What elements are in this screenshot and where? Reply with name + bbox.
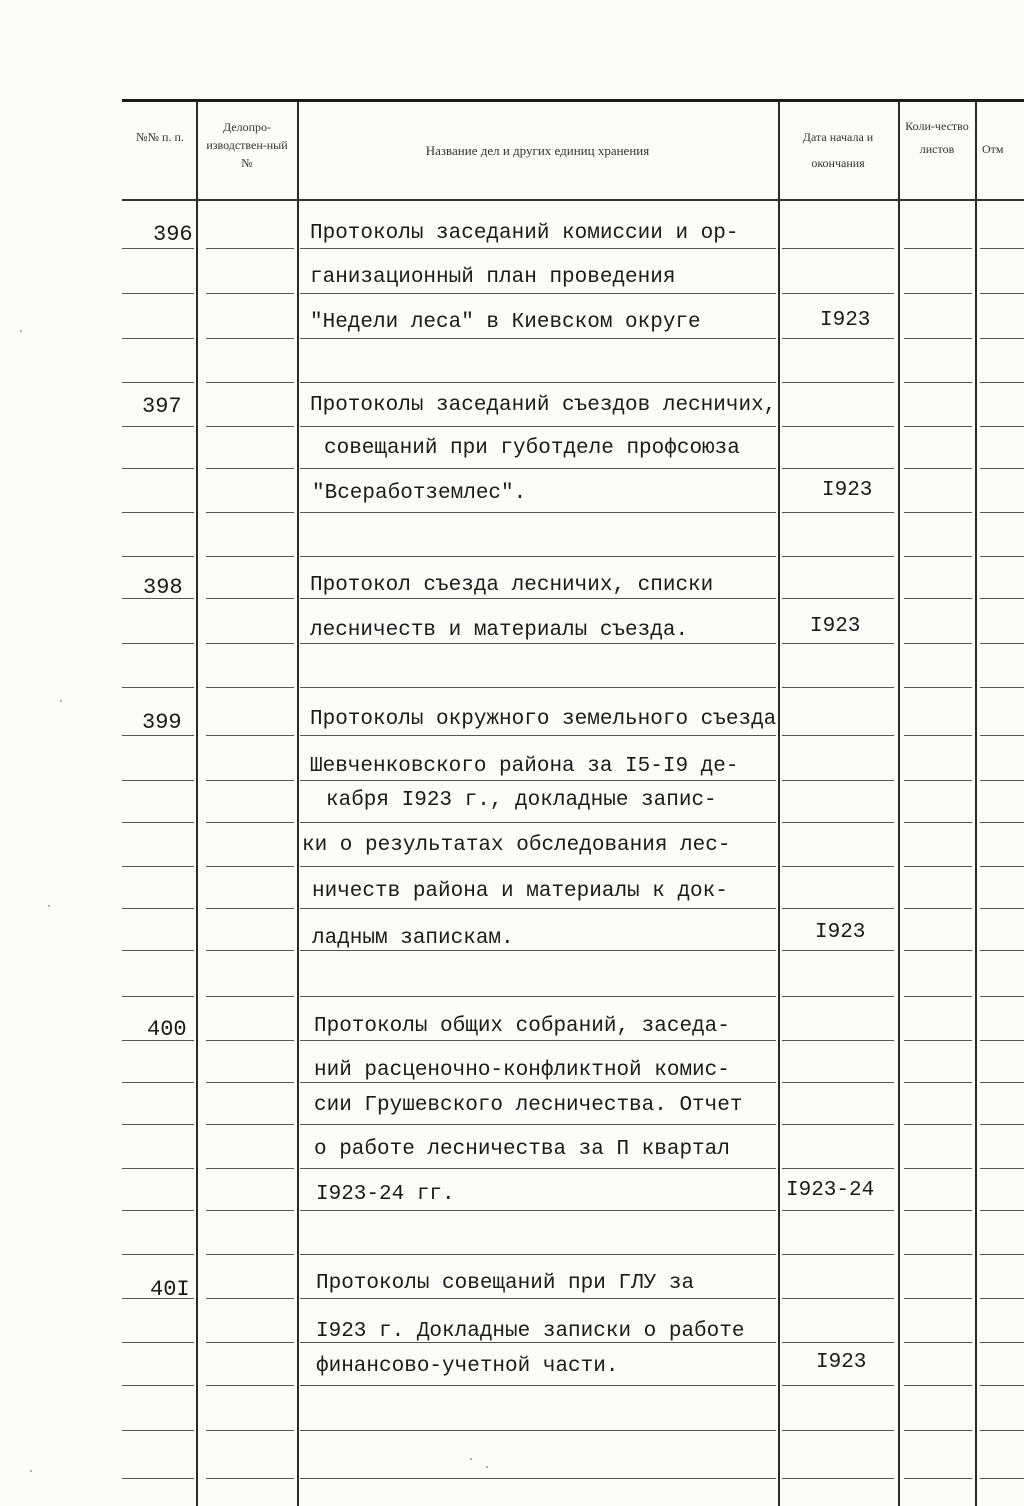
header-title: Название дел и других единиц хранения [425, 143, 650, 158]
ruled-line [980, 780, 1024, 781]
ruled-line [904, 643, 972, 644]
ruled-line [782, 866, 894, 867]
ruled-line [904, 1478, 972, 1479]
ruled-line [122, 1082, 194, 1083]
ruled-line [782, 1430, 894, 1431]
ruled-line [122, 248, 194, 249]
ruled-line [206, 1478, 294, 1479]
record-title-line: Шевченковского района за I5-I9 де- [310, 755, 739, 778]
ruled-line [980, 996, 1024, 997]
ruled-line [904, 1385, 972, 1386]
column-divider [196, 101, 198, 1506]
ruled-line [122, 866, 194, 867]
header-office-number: Делопро-изводствен-ный № [206, 120, 288, 170]
record-date: I923 [815, 921, 866, 944]
ruled-line [782, 1168, 894, 1169]
scan-speck [30, 1470, 32, 1472]
ruled-line [300, 1168, 776, 1169]
ruled-line [300, 643, 776, 644]
ruled-line [782, 248, 894, 249]
ruled-line [122, 1430, 194, 1431]
ruled-line [782, 556, 894, 557]
ruled-line [300, 248, 776, 249]
ruled-line [122, 512, 194, 513]
ruled-line [206, 780, 294, 781]
ruled-line [782, 598, 894, 599]
ruled-line [904, 908, 972, 909]
record-title-line: ки о результатах обследования лес- [302, 834, 731, 857]
ruled-line [904, 1298, 972, 1299]
ruled-line [206, 1342, 294, 1343]
ruled-line [300, 687, 776, 688]
ruled-line [904, 382, 972, 383]
record-title-line: сии Грушевского лесничества. Отчет [314, 1094, 743, 1117]
ruled-line [980, 1254, 1024, 1255]
record-title-line: ний расценочно-конфликтной комис- [314, 1059, 730, 1082]
ruled-line [904, 687, 972, 688]
ruled-line [980, 1168, 1024, 1169]
ruled-line [206, 1040, 294, 1041]
record-title-line: совещаний при губотделе профсоюза [324, 437, 740, 460]
ruled-line [206, 1430, 294, 1431]
ruled-line [206, 248, 294, 249]
ruled-line [782, 468, 894, 469]
ruled-line [300, 338, 776, 339]
ruled-line [300, 866, 776, 867]
ruled-line [904, 426, 972, 427]
ruled-line [782, 1124, 894, 1125]
record-title-line: "Недели леса" в Киевском округе [310, 311, 701, 334]
ruled-line [206, 556, 294, 557]
ruled-line [782, 687, 894, 688]
record-number: 398 [143, 575, 183, 600]
ruled-line [122, 1168, 194, 1169]
record-title-line: о работе лесничества за П квартал [314, 1138, 730, 1161]
ruled-line [206, 822, 294, 823]
scan-speck [20, 330, 22, 332]
ruled-line [206, 512, 294, 513]
ruled-line [300, 996, 776, 997]
ruled-line [206, 908, 294, 909]
ruled-line [206, 866, 294, 867]
ruled-line [980, 248, 1024, 249]
ruled-line [904, 866, 972, 867]
ruled-line [300, 1385, 776, 1386]
record-title-line: ладным запискам. [312, 927, 514, 950]
ruled-line [782, 338, 894, 339]
ruled-line [206, 382, 294, 383]
ruled-line [980, 468, 1024, 469]
ruled-line [206, 426, 294, 427]
ruled-line [904, 598, 972, 599]
record-date: I923 [816, 1351, 867, 1374]
ruled-line [206, 1082, 294, 1083]
ruled-line [300, 1040, 776, 1041]
record-number: 400 [147, 1017, 187, 1042]
record-title-line: Протоколы совещаний при ГЛУ за [316, 1272, 695, 1295]
ruled-line [782, 1342, 894, 1343]
ruled-line [206, 996, 294, 997]
ruled-line [980, 293, 1024, 294]
record-date: I923 [820, 309, 871, 332]
header-bottom-border [122, 199, 1024, 201]
record-title-line: "Всеработземлес". [312, 482, 527, 505]
ruled-line [980, 866, 1024, 867]
ruled-line [122, 1254, 194, 1255]
record-number: 396 [153, 222, 193, 247]
ruled-line [122, 1124, 194, 1125]
ruled-line [980, 1430, 1024, 1431]
ruled-line [904, 735, 972, 736]
ruled-line [300, 468, 776, 469]
ruled-line [300, 382, 776, 383]
ruled-line [980, 426, 1024, 427]
record-number: 40I [150, 1277, 190, 1302]
ruled-line [904, 1124, 972, 1125]
ruled-line [782, 293, 894, 294]
ruled-line [206, 1124, 294, 1125]
ruled-line [980, 556, 1024, 557]
ruled-line [122, 382, 194, 383]
table-top-border [122, 99, 1024, 102]
ruled-line [782, 1478, 894, 1479]
ruled-line [122, 950, 194, 951]
ruled-line [782, 382, 894, 383]
ruled-line [782, 1385, 894, 1386]
ruled-line [980, 1342, 1024, 1343]
ruled-line [206, 598, 294, 599]
ruled-line [904, 1040, 972, 1041]
ruled-line [300, 598, 776, 599]
ruled-line [904, 556, 972, 557]
column-divider [898, 101, 900, 1506]
ruled-line [122, 1385, 194, 1386]
ruled-line [300, 908, 776, 909]
ruled-line [980, 338, 1024, 339]
ruled-line [980, 687, 1024, 688]
ruled-line [206, 1210, 294, 1211]
record-title-line: лесничеств и материалы съезда. [310, 619, 689, 642]
ruled-line [300, 1082, 776, 1083]
ruled-line [980, 512, 1024, 513]
ruled-line [122, 996, 194, 997]
ruled-line [300, 1210, 776, 1211]
ruled-line [980, 382, 1024, 383]
ruled-line [904, 248, 972, 249]
record-date: I923-24 [786, 1179, 875, 1202]
ruled-line [904, 1210, 972, 1211]
ruled-line [980, 1124, 1024, 1125]
ruled-line [980, 1082, 1024, 1083]
ruled-line [300, 293, 776, 294]
ruled-line [122, 556, 194, 557]
ruled-line [904, 338, 972, 339]
ruled-line [782, 908, 894, 909]
ruled-line [980, 950, 1024, 951]
ruled-line [980, 1040, 1024, 1041]
ruled-line [122, 822, 194, 823]
ruled-line [782, 996, 894, 997]
record-title-line: Протокол съезда лесничих, списки [310, 574, 714, 597]
scan-speck [48, 905, 50, 907]
ruled-line [904, 1342, 972, 1343]
ruled-line [782, 643, 894, 644]
record-number: 399 [142, 710, 182, 735]
ruled-line [782, 512, 894, 513]
header-dates: Дата начала и окончания [802, 130, 874, 171]
ruled-line [980, 822, 1024, 823]
ruled-line [206, 1298, 294, 1299]
ruled-line [206, 468, 294, 469]
record-title-line: Протоколы окружного земельного съезда [310, 708, 777, 731]
ruled-line [122, 735, 194, 736]
ruled-line [122, 426, 194, 427]
ruled-line [206, 338, 294, 339]
record-title-line: Протоколы заседаний съездов лесничих, [310, 394, 777, 417]
ruled-line [904, 468, 972, 469]
record-title-line: ганизационный план проведения [310, 266, 676, 289]
ruled-line [122, 1478, 194, 1479]
ruled-line [122, 468, 194, 469]
ruled-line [300, 1298, 776, 1299]
ruled-line [300, 780, 776, 781]
ruled-line [782, 1082, 894, 1083]
ruled-line [980, 643, 1024, 644]
record-date: I923 [810, 615, 861, 638]
ruled-line [300, 426, 776, 427]
ruled-line [206, 1254, 294, 1255]
ruled-line [206, 687, 294, 688]
ruled-line [300, 822, 776, 823]
ruled-line [206, 1385, 294, 1386]
ruled-line [206, 1168, 294, 1169]
header-sheet-count: Коли-чество листов [905, 119, 969, 156]
ruled-line [300, 1430, 776, 1431]
ruled-line [782, 1040, 894, 1041]
ruled-line [206, 643, 294, 644]
column-divider [297, 101, 299, 1506]
ruled-line [904, 1168, 972, 1169]
ruled-line [782, 1210, 894, 1211]
ruled-line [980, 1478, 1024, 1479]
ruled-line [300, 512, 776, 513]
ruled-line [206, 950, 294, 951]
record-title-line: кабря I923 г., докладные запис- [326, 789, 717, 812]
ruled-line [980, 1298, 1024, 1299]
ruled-line [206, 735, 294, 736]
column-divider [778, 101, 780, 1506]
ruled-line [300, 950, 776, 951]
ruled-line [300, 1124, 776, 1125]
ruled-line [904, 1254, 972, 1255]
scan-speck [486, 1466, 488, 1468]
ruled-line [980, 1210, 1024, 1211]
ruled-line [904, 293, 972, 294]
ruled-line [904, 822, 972, 823]
ruled-line [122, 1342, 194, 1343]
header-notes: Отм [982, 142, 1004, 156]
ruled-line [300, 556, 776, 557]
ruled-line [122, 908, 194, 909]
ruled-line [782, 950, 894, 951]
ruled-line [122, 687, 194, 688]
ruled-line [782, 1298, 894, 1299]
ruled-line [122, 338, 194, 339]
ruled-line [904, 950, 972, 951]
ruled-line [904, 1430, 972, 1431]
record-date: I923 [822, 479, 873, 502]
ruled-line [300, 735, 776, 736]
record-title-line: Протоколы заседаний комиссии и ор- [310, 222, 739, 245]
ruled-line [904, 512, 972, 513]
scan-speck [60, 700, 62, 702]
record-title-line: ничеств района и материалы к док- [312, 880, 728, 903]
scan-speck [470, 1458, 472, 1460]
header-number: №№ п. п. [136, 130, 184, 144]
record-title-line: I923 г. Докладные записки о работе [316, 1320, 745, 1343]
ruled-line [300, 1478, 776, 1479]
ruled-line [980, 1385, 1024, 1386]
ruled-line [206, 293, 294, 294]
ruled-line [904, 1082, 972, 1083]
ruled-line [782, 1254, 894, 1255]
ruled-line [122, 1210, 194, 1211]
record-title-line: Протоколы общих собраний, заседа- [314, 1015, 730, 1038]
ruled-line [904, 996, 972, 997]
record-number: 397 [142, 394, 182, 419]
record-title-line: финансово-учетной части. [316, 1355, 619, 1378]
ruled-line [980, 735, 1024, 736]
ruled-line [980, 908, 1024, 909]
ruled-line [122, 643, 194, 644]
ruled-line [782, 780, 894, 781]
ruled-line [782, 822, 894, 823]
ruled-line [782, 426, 894, 427]
ruled-line [300, 1254, 776, 1255]
ruled-line [980, 598, 1024, 599]
record-title-line: I923-24 гг. [316, 1183, 455, 1206]
ruled-line [782, 735, 894, 736]
ruled-line [904, 780, 972, 781]
column-divider [975, 101, 977, 1506]
ruled-line [122, 780, 194, 781]
ruled-line [122, 293, 194, 294]
